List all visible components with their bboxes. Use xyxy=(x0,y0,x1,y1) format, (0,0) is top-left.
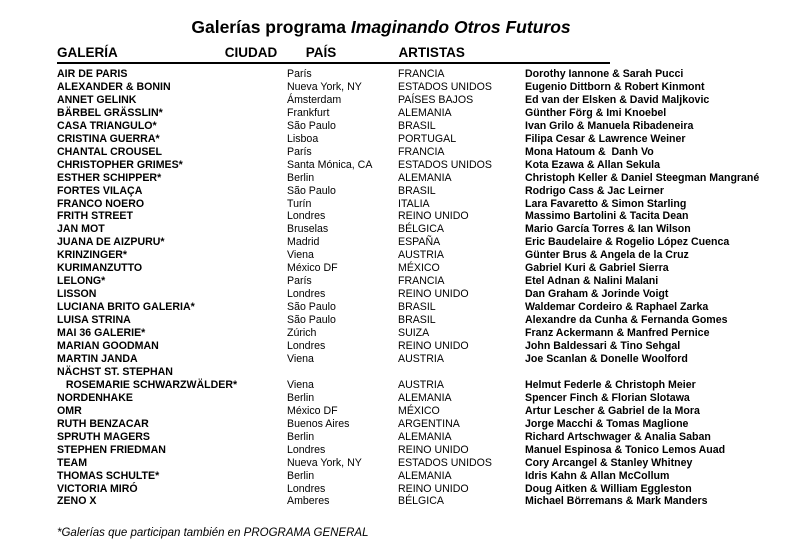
cell-artistas: Eugenio Dittborn & Robert Kinmont xyxy=(525,80,705,93)
cell-artistas: Mario García Torres & Ian Wilson xyxy=(525,223,691,236)
page-title-italic: Imaginando Otros Futuros xyxy=(350,17,571,37)
cell-pais: FRANCIA xyxy=(398,145,445,158)
cell-galeria: STEPHEN FRIEDMAN xyxy=(57,443,166,456)
table-row xyxy=(57,314,800,327)
table-row xyxy=(57,405,800,418)
cell-galeria: CRISTINA GUERRA* xyxy=(57,132,160,145)
cell-artistas: Artur Lescher & Gabriel de la Mora xyxy=(525,404,700,417)
table-row xyxy=(57,495,800,508)
cell-galeria: BÄRBEL GRÄSSLIN* xyxy=(57,106,163,119)
cell-ciudad: São Paulo xyxy=(287,119,336,132)
cell-galeria: MAI 36 GALERIE* xyxy=(57,327,146,340)
page-title-regular: Galerías programa xyxy=(191,17,351,37)
cell-artistas: John Baldessari & Tino Sehgal xyxy=(525,340,681,353)
cell-artistas: Filipa Cesar & Lawrence Weiner xyxy=(525,132,686,145)
cell-artistas: Günther Förg & Imi Knoebel xyxy=(525,106,667,119)
cell-pais: ITALIA xyxy=(398,197,430,210)
table-row xyxy=(57,340,800,353)
cell-galeria: OMR xyxy=(57,404,82,417)
cell-artistas: Ed van der Elsken & David Maljkovic xyxy=(525,93,710,106)
cell-artistas: Spencer Finch & Florian Slotawa xyxy=(525,391,690,404)
cell-ciudad: Berlin xyxy=(287,430,315,443)
cell-ciudad: Londres xyxy=(287,482,326,495)
cell-pais: ALEMANIA xyxy=(398,171,452,184)
cell-galeria: SPRUTH MAGERS xyxy=(57,430,150,443)
table-row xyxy=(57,392,800,405)
table-row xyxy=(57,133,800,146)
cell-pais: ESTADOS UNIDOS xyxy=(398,158,492,171)
table-row xyxy=(57,444,800,457)
cell-galeria: FRANCO NOERO xyxy=(57,197,145,210)
cell-artistas: Günter Brus & Angela de la Cruz xyxy=(525,249,689,262)
cell-artistas: Rodrigo Cass & Jac Leirner xyxy=(525,184,664,197)
cell-ciudad: Berlin xyxy=(287,171,315,184)
cell-artistas: Etel Adnan & Nalini Malani xyxy=(525,275,659,288)
cell-artistas: Massimo Bartolini & Tacita Dean xyxy=(525,210,689,223)
column-header-pais: PAÍS xyxy=(305,45,337,60)
table-row xyxy=(57,275,800,288)
table-row xyxy=(57,236,800,249)
cell-artistas: Helmut Federle & Christoph Meier xyxy=(525,378,696,391)
table-row xyxy=(57,107,800,120)
cell-pais: BRASIL xyxy=(398,119,436,132)
cell-ciudad: São Paulo xyxy=(287,184,336,197)
cell-galeria: ALEXANDER & BONIN xyxy=(57,80,171,93)
cell-galeria: KRINZINGER* xyxy=(57,249,128,262)
cell-pais: REINO UNIDO xyxy=(398,210,469,223)
table-row xyxy=(57,223,800,236)
cell-ciudad: Zúrich xyxy=(287,327,317,340)
cell-galeria: ANNET GELINK xyxy=(57,93,137,106)
cell-ciudad: París xyxy=(287,145,312,158)
cell-pais: BÉLGICA xyxy=(398,223,444,236)
cell-galeria: LUISA STRINA xyxy=(57,314,131,327)
cell-pais: ALEMANIA xyxy=(398,106,452,119)
cell-ciudad: Londres xyxy=(287,288,326,301)
cell-pais: ESTADOS UNIDOS xyxy=(398,456,492,469)
cell-artistas: Dan Graham & Jorinde Voigt xyxy=(525,288,669,301)
cell-ciudad: Nueva York, NY xyxy=(287,456,362,469)
cell-pais: FRANCIA xyxy=(398,68,445,80)
cell-galeria: NORDENHAKE xyxy=(57,391,133,404)
cell-artistas: Dorothy Iannone & Sarah Pucci xyxy=(525,68,684,80)
cell-artistas: Alexandre da Cunha & Fernanda Gomes xyxy=(525,314,728,327)
table-row xyxy=(57,68,800,81)
cell-pais: ALEMANIA xyxy=(398,391,452,404)
cell-galeria: ESTHER SCHIPPER* xyxy=(57,171,162,184)
cell-ciudad: París xyxy=(287,275,312,288)
cell-galeria: LISSON xyxy=(57,288,97,301)
table-body xyxy=(57,68,800,508)
table-row xyxy=(57,146,800,159)
table-row xyxy=(57,431,800,444)
table-row xyxy=(57,159,800,172)
cell-pais: AUSTRIA xyxy=(398,352,444,365)
cell-ciudad: Nueva York, NY xyxy=(287,80,362,93)
cell-ciudad: Viena xyxy=(287,352,314,365)
cell-pais: ALEMANIA xyxy=(398,430,452,443)
cell-artistas: Gabriel Kuri & Gabriel Sierra xyxy=(525,262,669,275)
cell-artistas: Ivan Grilo & Manuela Ribadeneira xyxy=(525,119,694,132)
cell-ciudad: Amberes xyxy=(287,495,330,508)
cell-pais: REINO UNIDO xyxy=(398,443,469,456)
table-row xyxy=(57,288,800,301)
table-row xyxy=(57,120,800,133)
cell-ciudad: Santa Mónica, CA xyxy=(287,158,373,171)
cell-ciudad: Lisboa xyxy=(287,132,319,145)
cell-ciudad: Frankfurt xyxy=(287,106,330,119)
cell-galeria: ZENO X xyxy=(57,495,97,508)
cell-galeria: FORTES VILAÇA xyxy=(57,184,143,197)
galleries-table xyxy=(57,45,800,508)
cell-galeria: VICTORIA MIRÓ xyxy=(57,482,138,495)
cell-galeria: JAN MOT xyxy=(57,223,105,236)
cell-ciudad: Viena xyxy=(287,378,314,391)
cell-ciudad: Londres xyxy=(287,340,326,353)
cell-artistas: Mona Hatoum & Danh Vo xyxy=(525,145,654,158)
cell-artistas: Richard Artschwager & Analia Saban xyxy=(525,430,711,443)
cell-galeria: CASA TRIANGULO* xyxy=(57,119,157,132)
cell-pais: ESPAÑA xyxy=(398,236,441,249)
cell-pais: PORTUGAL xyxy=(398,132,457,145)
cell-ciudad: Ámsterdam xyxy=(287,93,342,106)
cell-galeria: NÄCHST ST. STEPHAN ROSEMARIE SCHWARZWÄLDER* xyxy=(57,365,238,391)
cell-ciudad: México DF xyxy=(287,404,338,417)
cell-galeria: KURIMANZUTTO xyxy=(57,262,143,275)
table-row xyxy=(57,301,800,314)
cell-artistas: Waldemar Cordeiro & Raphael Zarka xyxy=(525,301,709,314)
cell-artistas: Eric Baudelaire & Rogelio López Cuenca xyxy=(525,236,730,249)
cell-pais: ALEMANIA xyxy=(398,469,452,482)
cell-pais: BÉLGICA xyxy=(398,495,444,508)
cell-pais: AUSTRIA xyxy=(398,378,444,391)
cell-ciudad: Buenos Aires xyxy=(287,417,350,430)
cell-ciudad: París xyxy=(287,68,312,80)
column-header-galeria: GALERÍA xyxy=(57,45,118,60)
table-row xyxy=(57,353,800,366)
cell-galeria: MARTIN JANDA xyxy=(57,352,138,365)
cell-ciudad: Berlin xyxy=(287,469,315,482)
column-header-ciudad: CIUDAD xyxy=(224,45,278,60)
cell-galeria: TEAM xyxy=(57,456,88,469)
cell-pais: AUSTRIA xyxy=(398,249,444,262)
cell-galeria: JUANA DE AIZPURU* xyxy=(57,236,165,249)
table-row xyxy=(57,470,800,483)
cell-pais: ARGENTINA xyxy=(398,417,460,430)
cell-pais: REINO UNIDO xyxy=(398,340,469,353)
cell-artistas: Lara Favaretto & Simon Starling xyxy=(525,197,687,210)
cell-pais: PAÍSES BAJOS xyxy=(398,93,474,106)
cell-ciudad: México DF xyxy=(287,262,338,275)
table-row xyxy=(57,185,800,198)
table-row xyxy=(57,198,800,211)
cell-galeria: RUTH BENZACAR xyxy=(57,417,149,430)
cell-pais: BRASIL xyxy=(398,314,436,327)
table-header-row xyxy=(57,45,610,64)
cell-ciudad: Turín xyxy=(287,197,312,210)
cell-galeria: LELONG* xyxy=(57,275,106,288)
cell-galeria: CHANTAL CROUSEL xyxy=(57,145,162,158)
column-header-artistas: ARTISTAS xyxy=(398,45,465,60)
table-row xyxy=(57,366,800,392)
cell-pais: MÉXICO xyxy=(398,262,440,275)
table-row xyxy=(57,418,800,431)
cell-galeria: AIR DE PARIS xyxy=(57,68,128,80)
cell-pais: SUIZA xyxy=(398,327,430,340)
table-row xyxy=(57,249,800,262)
cell-ciudad: Londres xyxy=(287,210,326,223)
cell-pais: MÉXICO xyxy=(398,404,440,417)
cell-ciudad: Londres xyxy=(287,443,326,456)
cell-ciudad: Bruselas xyxy=(287,223,329,236)
cell-ciudad: São Paulo xyxy=(287,314,336,327)
cell-ciudad: São Paulo xyxy=(287,301,336,314)
cell-artistas: Doug Aitken & William Eggleston xyxy=(525,482,692,495)
cell-pais: ESTADOS UNIDOS xyxy=(398,80,492,93)
cell-pais: BRASIL xyxy=(398,184,436,197)
cell-artistas: Christoph Keller & Daniel Steegman Mangrané xyxy=(525,171,760,184)
footnote: *Galerías que participan también en PROGRAMA GENERAL xyxy=(57,527,369,539)
cell-galeria: FRITH STREET xyxy=(57,210,133,223)
cell-ciudad: Viena xyxy=(287,249,314,262)
cell-pais: REINO UNIDO xyxy=(398,288,469,301)
table-row xyxy=(57,262,800,275)
cell-artistas: Kota Ezawa & Allan Sekula xyxy=(525,158,661,171)
cell-ciudad: Madrid xyxy=(287,236,320,249)
cell-artistas: Jorge Macchi & Tomas Maglione xyxy=(525,417,689,430)
cell-ciudad: Berlin xyxy=(287,391,315,404)
table-row xyxy=(57,483,800,496)
table-row xyxy=(57,457,800,470)
page-title xyxy=(0,17,762,38)
cell-artistas: Cory Arcangel & Stanley Whitney xyxy=(525,456,693,469)
cell-artistas: Manuel Espinosa & Tonico Lemos Auad xyxy=(525,443,726,456)
cell-galeria: MARIAN GOODMAN xyxy=(57,340,159,353)
cell-pais: BRASIL xyxy=(398,301,436,314)
cell-galeria: CHRISTOPHER GRIMES* xyxy=(57,158,183,171)
table-row xyxy=(57,81,800,94)
cell-galeria: THOMAS SCHULTE* xyxy=(57,469,160,482)
table-row xyxy=(57,94,800,107)
cell-pais: FRANCIA xyxy=(398,275,445,288)
cell-artistas: Joe Scanlan & Donelle Woolford xyxy=(525,352,688,365)
cell-artistas: Idris Kahn & Allan McCollum xyxy=(525,469,670,482)
cell-galeria: LUCIANA BRITO GALERIA* xyxy=(57,301,195,314)
table-row xyxy=(57,210,800,223)
cell-artistas: Michael Börremans & Mark Manders xyxy=(525,495,708,508)
cell-artistas: Franz Ackermann & Manfred Pernice xyxy=(525,327,710,340)
cell-pais: REINO UNIDO xyxy=(398,482,469,495)
table-row xyxy=(57,172,800,185)
table-row xyxy=(57,327,800,340)
